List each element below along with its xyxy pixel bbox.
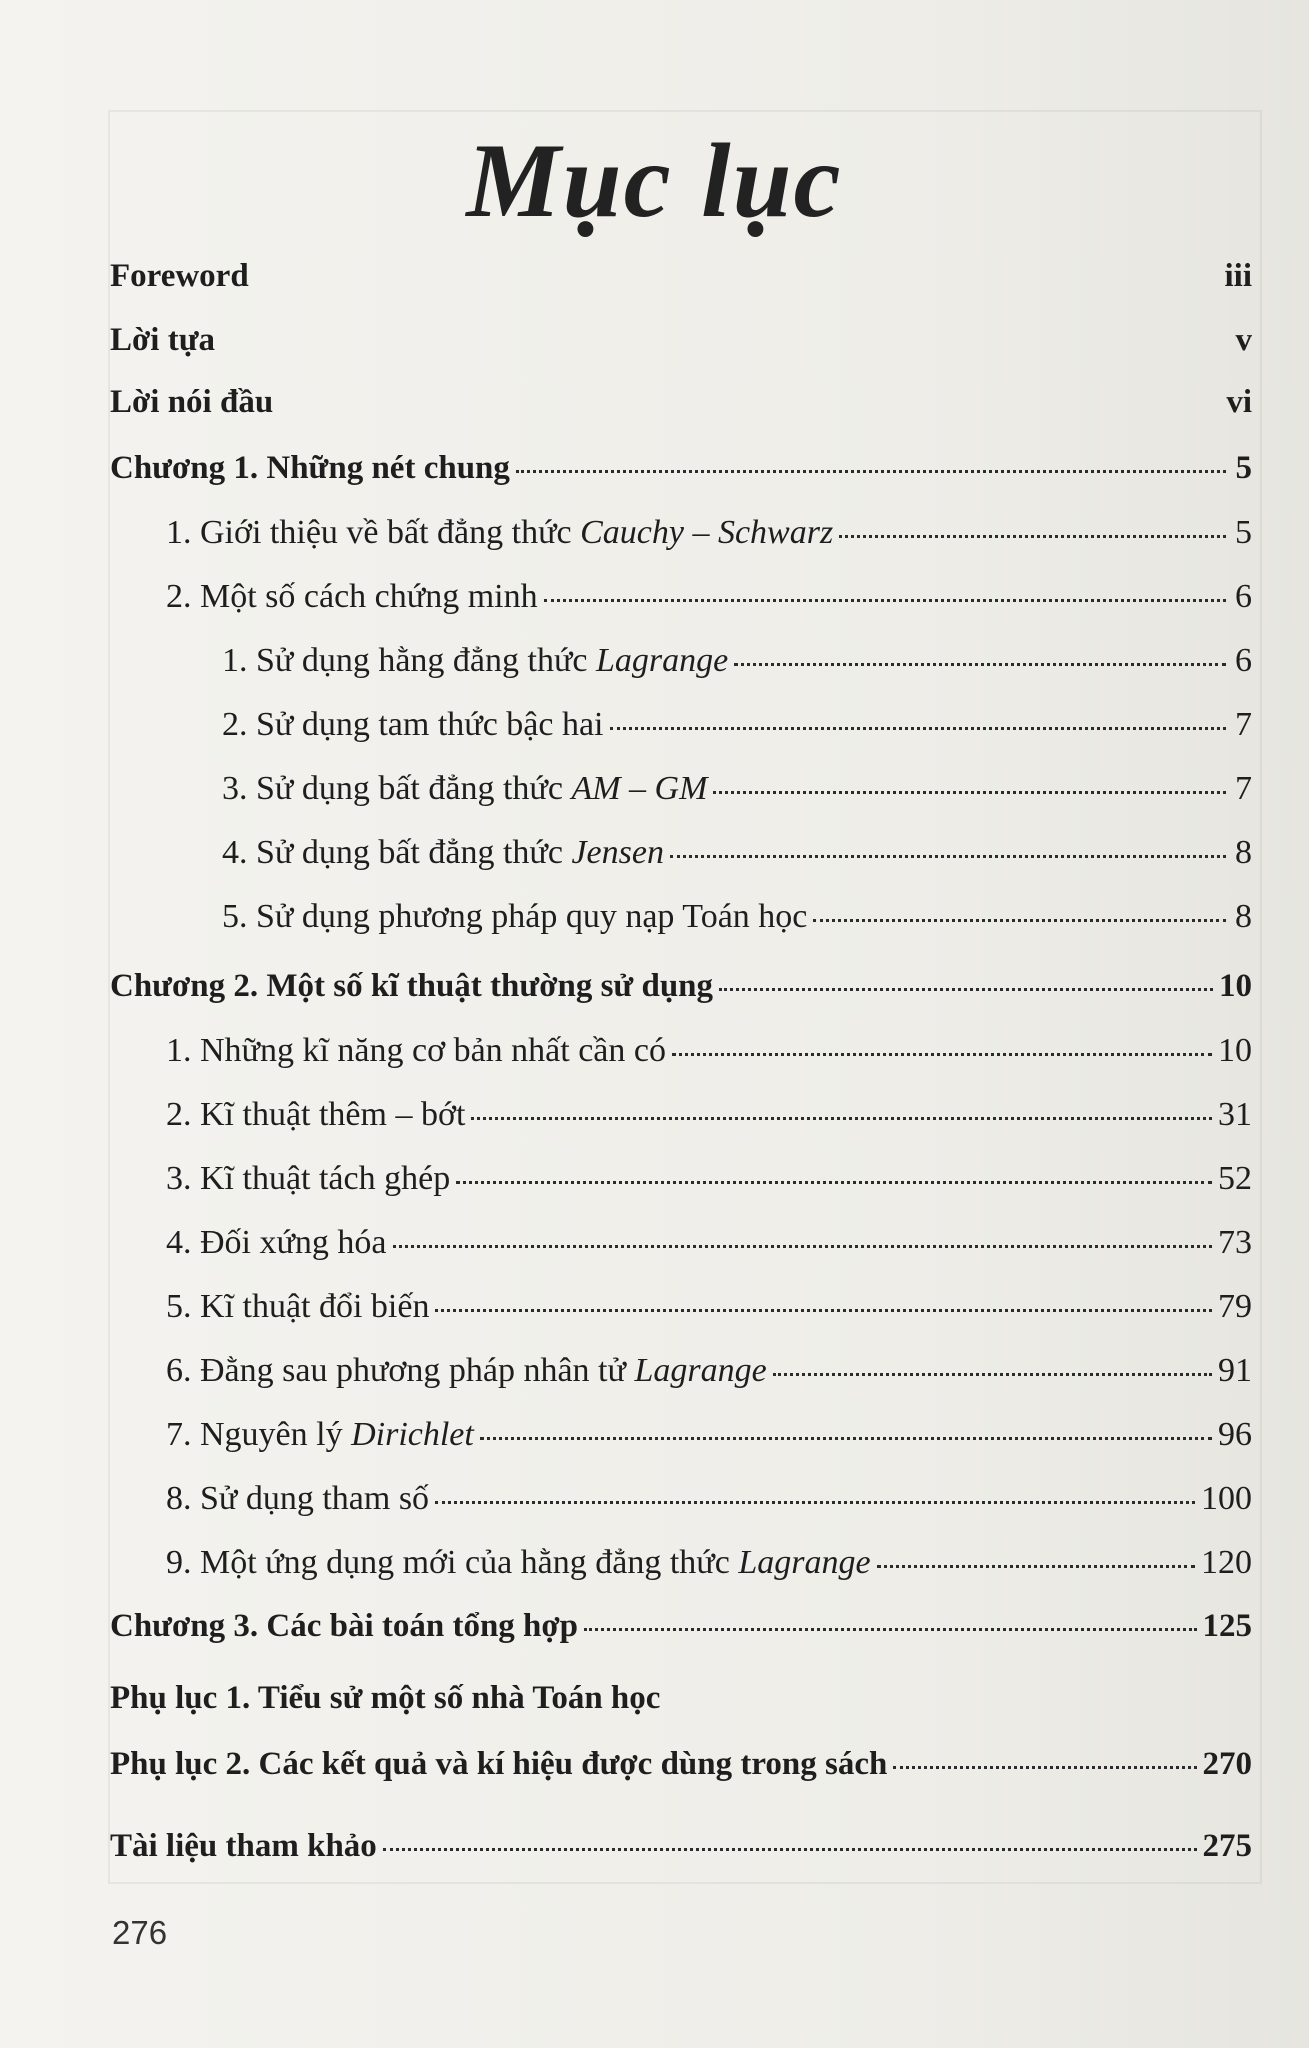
toc-entry bbox=[166, 1480, 1252, 1518]
toc-entry bbox=[110, 384, 1252, 421]
toc-entry-label: 4. Đối xứng hóa bbox=[166, 1224, 387, 1261]
toc-entry-page: 8 bbox=[1235, 834, 1252, 871]
toc-entry-page: 6 bbox=[1235, 642, 1252, 679]
dot-leader bbox=[471, 1117, 1212, 1120]
toc-entry-label: 1. Giới thiệu về bất đẳng thức Cauchy – Schwarz bbox=[166, 514, 834, 551]
dot-leader bbox=[544, 599, 1226, 602]
dot-leader bbox=[672, 1053, 1212, 1056]
dot-leader bbox=[773, 1373, 1212, 1376]
toc-entry bbox=[110, 258, 1252, 295]
toc-entry-page: 5 bbox=[1235, 514, 1252, 551]
toc-entry-italic-term: Jensen bbox=[571, 834, 664, 871]
toc-entry-page: iii bbox=[1224, 258, 1252, 294]
dot-leader bbox=[435, 1309, 1212, 1312]
toc-entry-page: 6 bbox=[1235, 578, 1252, 615]
toc-entry-label: 8. Sử dụng tham số bbox=[166, 1480, 430, 1517]
toc-entry-page: 10 bbox=[1218, 1032, 1252, 1069]
dot-leader bbox=[839, 535, 1226, 538]
toc-entry-page: vi bbox=[1226, 384, 1252, 420]
dot-leader bbox=[670, 855, 1226, 858]
toc-entry bbox=[166, 1352, 1252, 1390]
toc-entry-label: 7. Nguyên lý Dirichlet bbox=[166, 1416, 474, 1453]
toc-entry bbox=[166, 1032, 1252, 1070]
toc-entry-page: v bbox=[1235, 322, 1252, 358]
dot-leader bbox=[877, 1565, 1195, 1568]
toc-entry-label: 5. Sử dụng phương pháp quy nạp Toán học bbox=[222, 898, 808, 935]
toc-entry-label: 1. Những kĩ năng cơ bản nhất cần có bbox=[166, 1032, 666, 1069]
toc-entry bbox=[222, 898, 1252, 936]
toc-entry bbox=[110, 1680, 1252, 1717]
toc-entry-italic-term: Lagrange bbox=[738, 1544, 871, 1581]
page-title: Mục lục bbox=[466, 122, 843, 239]
toc-entry-label: Chương 1. Những nét chung bbox=[110, 450, 510, 486]
dot-leader bbox=[734, 663, 1226, 666]
toc-entry-italic-term: AM – GM bbox=[571, 770, 708, 807]
dot-leader bbox=[516, 470, 1226, 473]
toc-entry bbox=[110, 968, 1252, 1005]
dot-leader bbox=[383, 1848, 1197, 1851]
page-number: 276 bbox=[112, 1914, 168, 1951]
toc-entry-page: 52 bbox=[1218, 1160, 1252, 1197]
toc-entry bbox=[222, 706, 1252, 744]
dot-leader bbox=[393, 1245, 1212, 1248]
toc-entry-label: Phụ lục 2. Các kết quả và kí hiệu được dùng trong sách bbox=[110, 1746, 888, 1782]
dot-leader bbox=[480, 1437, 1212, 1440]
toc-entry bbox=[110, 322, 1252, 359]
toc-entry-page: 7 bbox=[1235, 770, 1252, 807]
dot-leader bbox=[584, 1628, 1196, 1631]
dot-leader bbox=[813, 919, 1226, 922]
toc-entry bbox=[110, 1746, 1252, 1783]
dot-leader bbox=[893, 1766, 1196, 1769]
toc-entry-label: 2. Kĩ thuật thêm – bớt bbox=[166, 1096, 466, 1133]
toc-entry bbox=[222, 642, 1252, 680]
toc-entry bbox=[166, 1224, 1252, 1262]
toc-entry-label: Phụ lục 1. Tiểu sử một số nhà Toán học bbox=[110, 1680, 661, 1716]
toc-entry bbox=[222, 770, 1252, 808]
toc-entry bbox=[166, 514, 1252, 552]
dot-leader bbox=[456, 1181, 1212, 1184]
dot-leader bbox=[719, 988, 1213, 991]
toc-entry-label: 2. Sử dụng tam thức bậc hai bbox=[222, 706, 604, 743]
toc-entry-label: Lời tựa bbox=[110, 322, 215, 358]
dot-leader bbox=[435, 1501, 1195, 1504]
toc-entry bbox=[166, 578, 1252, 616]
toc-entry-italic-term: Cauchy – Schwarz bbox=[580, 514, 834, 551]
toc-entry-page: 7 bbox=[1235, 706, 1252, 743]
toc-entry bbox=[166, 1288, 1252, 1326]
toc-entry-label: 4. Sử dụng bất đẳng thức Jensen bbox=[222, 834, 664, 871]
toc-entry bbox=[166, 1544, 1252, 1582]
toc-entry-label: Chương 2. Một số kĩ thuật thường sử dụng bbox=[110, 968, 714, 1004]
toc-entry-page: 10 bbox=[1219, 968, 1252, 1004]
toc-entry-page: 120 bbox=[1201, 1544, 1252, 1581]
toc-entry-page: 73 bbox=[1218, 1224, 1252, 1261]
toc-entry-page: 275 bbox=[1202, 1828, 1252, 1864]
toc-entry-page: 96 bbox=[1218, 1416, 1252, 1453]
toc-entry bbox=[166, 1096, 1252, 1134]
toc-entry-label: 6. Đằng sau phương pháp nhân tử Lagrange bbox=[166, 1352, 767, 1389]
toc-entry bbox=[222, 834, 1252, 872]
toc-entry-italic-term: Lagrange bbox=[595, 642, 729, 679]
toc-entry-label: 2. Một số cách chứng minh bbox=[166, 578, 538, 615]
toc-entry-label: 3. Kĩ thuật tách ghép bbox=[166, 1160, 451, 1197]
dot-leader bbox=[610, 727, 1226, 730]
toc-entry bbox=[110, 1828, 1252, 1865]
toc-entry-page: 125 bbox=[1202, 1608, 1252, 1644]
toc-entry-label: 3. Sử dụng bất đẳng thức AM – GM bbox=[222, 770, 708, 807]
toc-entry-label: Foreword bbox=[110, 258, 249, 294]
toc-entry-label: 1. Sử dụng hằng đẳng thức Lagrange bbox=[222, 642, 729, 679]
toc-entry-label: Lời nói đầu bbox=[110, 384, 274, 420]
toc-entry bbox=[110, 1608, 1252, 1645]
toc-entry-page: 100 bbox=[1201, 1480, 1252, 1517]
toc-entry bbox=[166, 1160, 1252, 1198]
toc-entry-label: 9. Một ứng dụng mới của hằng đẳng thức Lagrange bbox=[166, 1544, 871, 1581]
toc-entry-page: 91 bbox=[1218, 1352, 1252, 1389]
toc-entry-page: 5 bbox=[1235, 450, 1252, 486]
toc-entry-label: 5. Kĩ thuật đổi biến bbox=[166, 1288, 430, 1325]
toc-entry-page: 79 bbox=[1218, 1288, 1252, 1325]
toc-entry-label: Chương 3. Các bài toán tổng hợp bbox=[110, 1608, 579, 1644]
toc-entry bbox=[166, 1416, 1252, 1454]
toc-entry-page: 31 bbox=[1218, 1096, 1252, 1133]
toc-entry-label: Tài liệu tham khảo bbox=[110, 1828, 377, 1864]
toc-entry-italic-term: Dirichlet bbox=[351, 1416, 474, 1453]
dot-leader bbox=[713, 791, 1226, 794]
toc-entry-italic-term: Lagrange bbox=[634, 1352, 767, 1389]
toc-entry bbox=[110, 450, 1252, 487]
toc-entry-page: 270 bbox=[1202, 1746, 1252, 1782]
toc-entry-page: 8 bbox=[1235, 898, 1252, 935]
